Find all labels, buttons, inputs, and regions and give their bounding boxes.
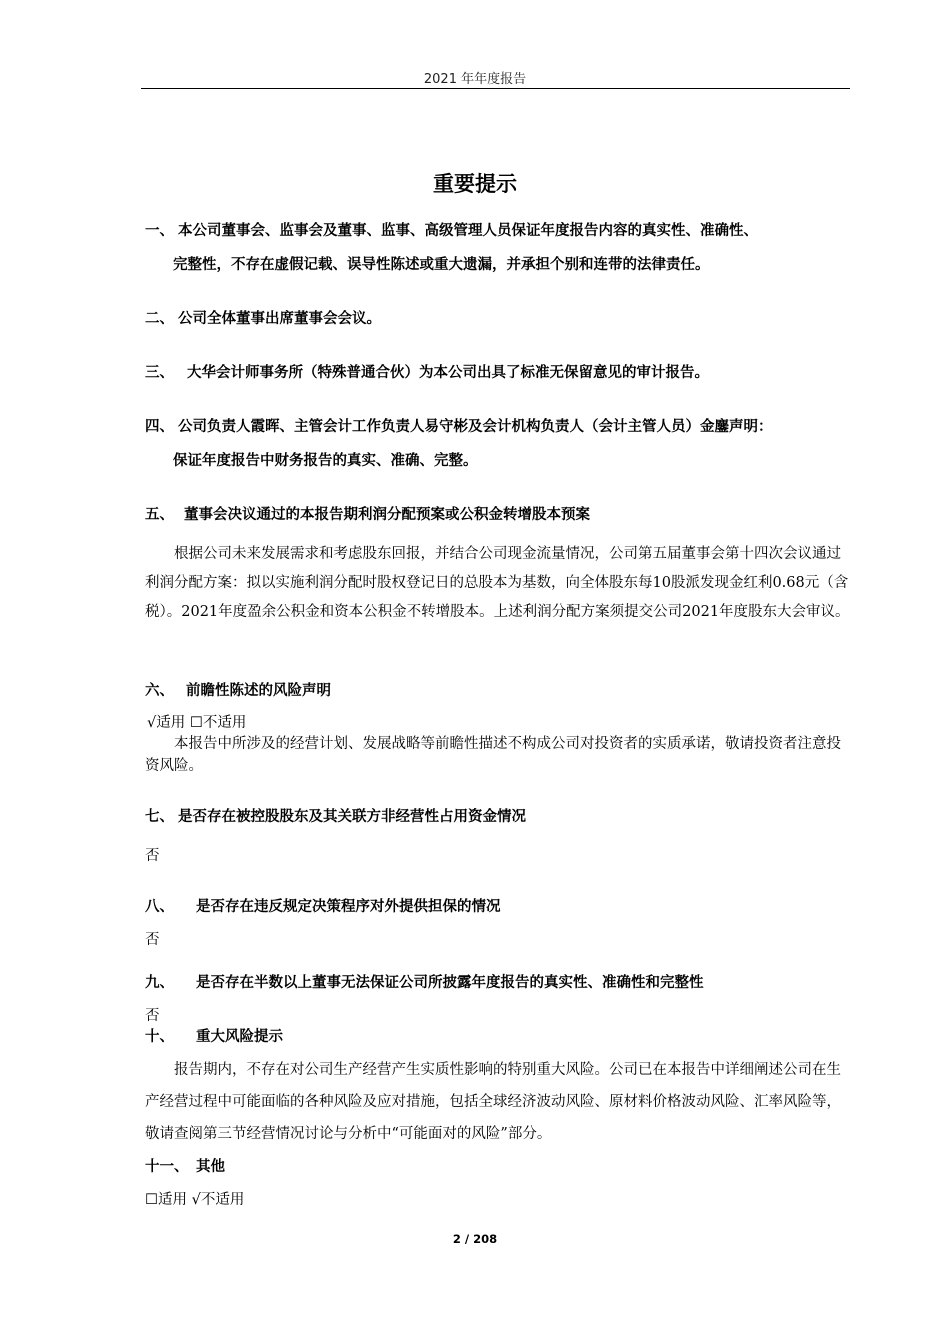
item-11-number: 十一、 [145, 1159, 189, 1175]
running-header: 2021 年年度报告 [423, 72, 527, 87]
item-10-heading: 重大风险提示 [196, 1029, 283, 1045]
item-3-text: 大华会计师事务所（特殊普通合伙）为本公司出具了标准无保留意见的审计报告。 [187, 365, 709, 381]
item-7-number: 七、 [145, 809, 174, 825]
item-2-number: 二、 [145, 311, 174, 327]
item-6-number: 六、 [145, 683, 174, 699]
item-5-body: 根据公司未来发展需求和考虑股东回报，并结合公司现金流量情况，公司第五届董事会第十四次会议通过利润分配方案：拟以实施利润分配时股权登记日的总股本为基数，向全体股东每10股派发现金红利0.68元（含税）。2021年度盈余公积金和资本公积金不转增股本。上述利润分配方案须提交公司2021年度股东大会审议。 [145, 546, 850, 620]
item-4-line1: 公司负责人霞晖、主管会计工作负责人易守彬及会计机构负责人（会计主管人员）金鏖声明： [178, 419, 773, 435]
item-8-number: 八、 [145, 899, 174, 915]
item-5-heading: 董事会决议通过的本报告期利润分配预案或公积金转增股本预案 [184, 507, 590, 523]
item-11-applicability: ☐适用 √不适用 [145, 1192, 245, 1208]
item-4-number: 四、 [145, 419, 174, 435]
item-6-heading: 前瞻性陈述的风险声明 [186, 683, 331, 699]
item-7-answer: 否 [145, 848, 160, 864]
item-9-number: 九、 [145, 975, 174, 991]
item-10-body: 报告期内，不存在对公司生产经营产生实质性影响的特别重大风险。公司已在本报告中详细阐述公司在生产经营过程中可能面临的各种风险及应对措施，包括全球经济波动风险、原材料价格波动风险、汇率风险等，敬请查阅第三节经营情况讨论与分析中“可能面对的风险”部分。 [145, 1062, 841, 1142]
item-5-number: 五、 [145, 507, 174, 523]
header-divider [141, 88, 850, 89]
item-9-answer: 否 [145, 1008, 160, 1024]
item-3-number: 三、 [145, 365, 174, 381]
item-11-heading: 其他 [196, 1159, 225, 1175]
item-9-heading: 是否存在半数以上董事无法保证公司所披露年度报告的真实性、准确性和完整性 [196, 975, 704, 991]
page-number: 2 / 208 [452, 1232, 498, 1246]
item-7-heading: 是否存在被控股股东及其关联方非经营性占用资金情况 [178, 809, 526, 825]
item-10-number: 十、 [145, 1029, 174, 1045]
item-4-line2: 保证年度报告中财务报告的真实、准确、完整。 [173, 453, 478, 469]
item-8-answer: 否 [145, 932, 160, 948]
item-8-heading: 是否存在违反规定决策程序对外提供担保的情况 [196, 899, 501, 915]
item-6-body: 本报告中所涉及的经营计划、发展战略等前瞻性描述不构成公司对投资者的实质承诺，敬请投资者注意投资风险。 [145, 736, 841, 774]
item-2-text: 公司全体董事出席董事会会议。 [178, 311, 381, 327]
page-title: 重要提示 [433, 172, 517, 196]
item-1-line2: 完整性，不存在虚假记载、误导性陈述或重大遗漏，并承担个别和连带的法律责任。 [173, 257, 710, 273]
item-1-line1: 本公司董事会、监事会及董事、监事、高级管理人员保证年度报告内容的真实性、准确性、 [178, 223, 758, 239]
item-6-applicability: √适用 ☐不适用 [147, 715, 247, 731]
item-1-number: 一、 [145, 223, 174, 239]
